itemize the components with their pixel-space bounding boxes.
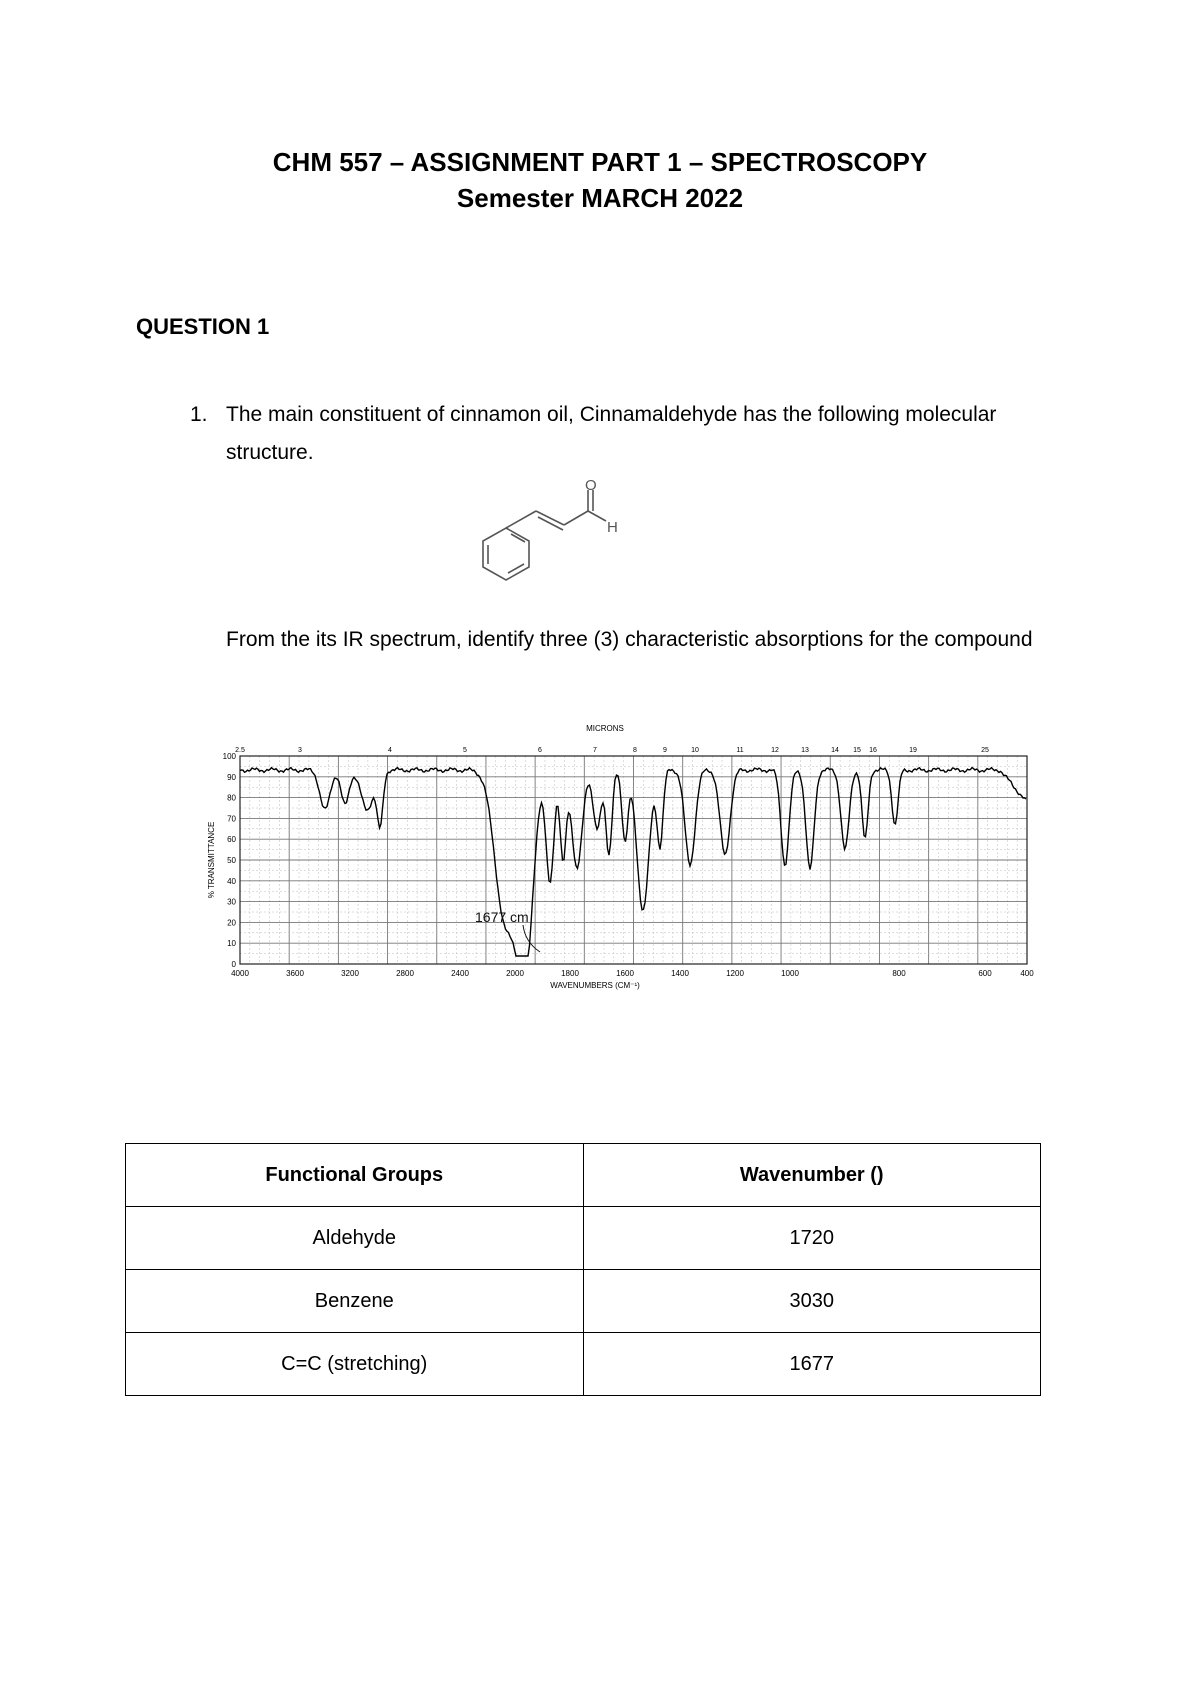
x-tick-label: 2000 <box>506 969 524 978</box>
x-axis-label: WAVENUMBERS (CM⁻¹) <box>550 981 640 990</box>
x-tick-label: 600 <box>978 969 992 978</box>
x-tick-label: 3600 <box>286 969 304 978</box>
micron-tick-label: 11 <box>736 747 744 754</box>
micron-tick-label: 15 <box>853 747 861 754</box>
micron-tick-label: 19 <box>909 747 917 754</box>
table-row <box>126 1333 1041 1396</box>
y-tick-label: 90 <box>227 772 236 782</box>
micron-tick-label: 14 <box>831 747 839 754</box>
x-tick-label: 1400 <box>671 969 689 978</box>
cell-group: Benzene <box>126 1270 584 1333</box>
cell-group: C=C (stretching) <box>126 1333 584 1396</box>
cell-wavenumber: 1720 <box>583 1207 1041 1270</box>
y-tick-label: 100 <box>222 752 236 761</box>
y-tick-label: 10 <box>227 939 236 949</box>
cell-wavenumber: 3030 <box>583 1270 1041 1333</box>
micron-tick-label: 16 <box>869 747 877 754</box>
micron-tick-label: 25 <box>981 747 989 754</box>
micron-tick-label: 6 <box>538 747 542 754</box>
title-line-2: Semester MARCH 2022 <box>456 183 744 213</box>
instruction-text: From the its IR spectrum, identify three (3) characteristic absorptions for the compound <box>226 628 1033 651</box>
question-heading: QUESTION 1 <box>136 314 270 339</box>
table-row <box>126 1270 1041 1333</box>
table-header-row <box>126 1144 1041 1207</box>
header-wavenumber: Wavenumber () <box>583 1144 1041 1207</box>
y-tick-label: 50 <box>227 856 236 865</box>
header-functional-groups: Functional Groups <box>126 1144 584 1207</box>
title-line-1: CHM 557 – ASSIGNMENT PART 1 – SPECTROSCOPY <box>272 147 928 177</box>
x-tick-label: 4000 <box>231 969 249 978</box>
item-number: 1. <box>190 403 208 426</box>
micron-tick-label: 12 <box>771 747 779 754</box>
micron-tick-label: 5 <box>463 747 467 754</box>
x-tick-label: 1600 <box>616 969 634 978</box>
y-tick-label: 20 <box>227 918 236 928</box>
x-tick-label: 3200 <box>341 969 359 978</box>
y-tick-label: 30 <box>227 897 236 907</box>
micron-tick-label: 9 <box>663 747 667 754</box>
micron-tick-label: 13 <box>801 747 809 754</box>
micron-tick-label: 10 <box>691 747 699 754</box>
x-tick-label: 800 <box>892 969 906 978</box>
y-tick-label: 0 <box>231 960 236 969</box>
cell-wavenumber: 1677 <box>583 1333 1041 1396</box>
x-tick-label: 1000 <box>781 969 799 978</box>
table-row <box>126 1207 1041 1270</box>
item-text: The main constituent of cinnamon oil, Cinnamaldehyde has the following molecular structure. <box>226 403 997 464</box>
x-tick-label: 1800 <box>561 969 579 978</box>
molecule-bonds <box>483 490 606 580</box>
ir-spectrum <box>205 720 1035 990</box>
functional-groups-table <box>125 1143 1041 1396</box>
cell-group: Aldehyde <box>126 1207 584 1270</box>
x-tick-label: 1200 <box>726 969 744 978</box>
y-tick-label: 80 <box>227 793 236 803</box>
atom-h-label: H <box>607 519 618 536</box>
micron-tick-label: 2.5 <box>235 747 245 754</box>
atom-o-label: O <box>585 478 597 494</box>
top-axis-label: MICRONS <box>586 724 624 733</box>
document-title <box>0 144 1200 216</box>
micron-tick-label: 8 <box>633 747 637 754</box>
micron-tick-label: 7 <box>593 747 597 754</box>
x-tick-label: 2800 <box>396 969 414 978</box>
cinnamaldehyde-structure <box>446 478 626 593</box>
y-axis-label: % TRANSMITTANCE <box>207 821 216 899</box>
y-tick-label: 40 <box>227 876 236 886</box>
micron-tick-label: 4 <box>388 747 392 754</box>
x-tick-label: 2400 <box>451 969 469 978</box>
y-tick-label: 70 <box>227 814 236 824</box>
peak-annotation: 1677 cm <box>475 909 529 925</box>
x-tick-label: 400 <box>1020 969 1034 978</box>
y-tick-label: 60 <box>227 835 236 845</box>
micron-tick-label: 3 <box>298 747 302 754</box>
